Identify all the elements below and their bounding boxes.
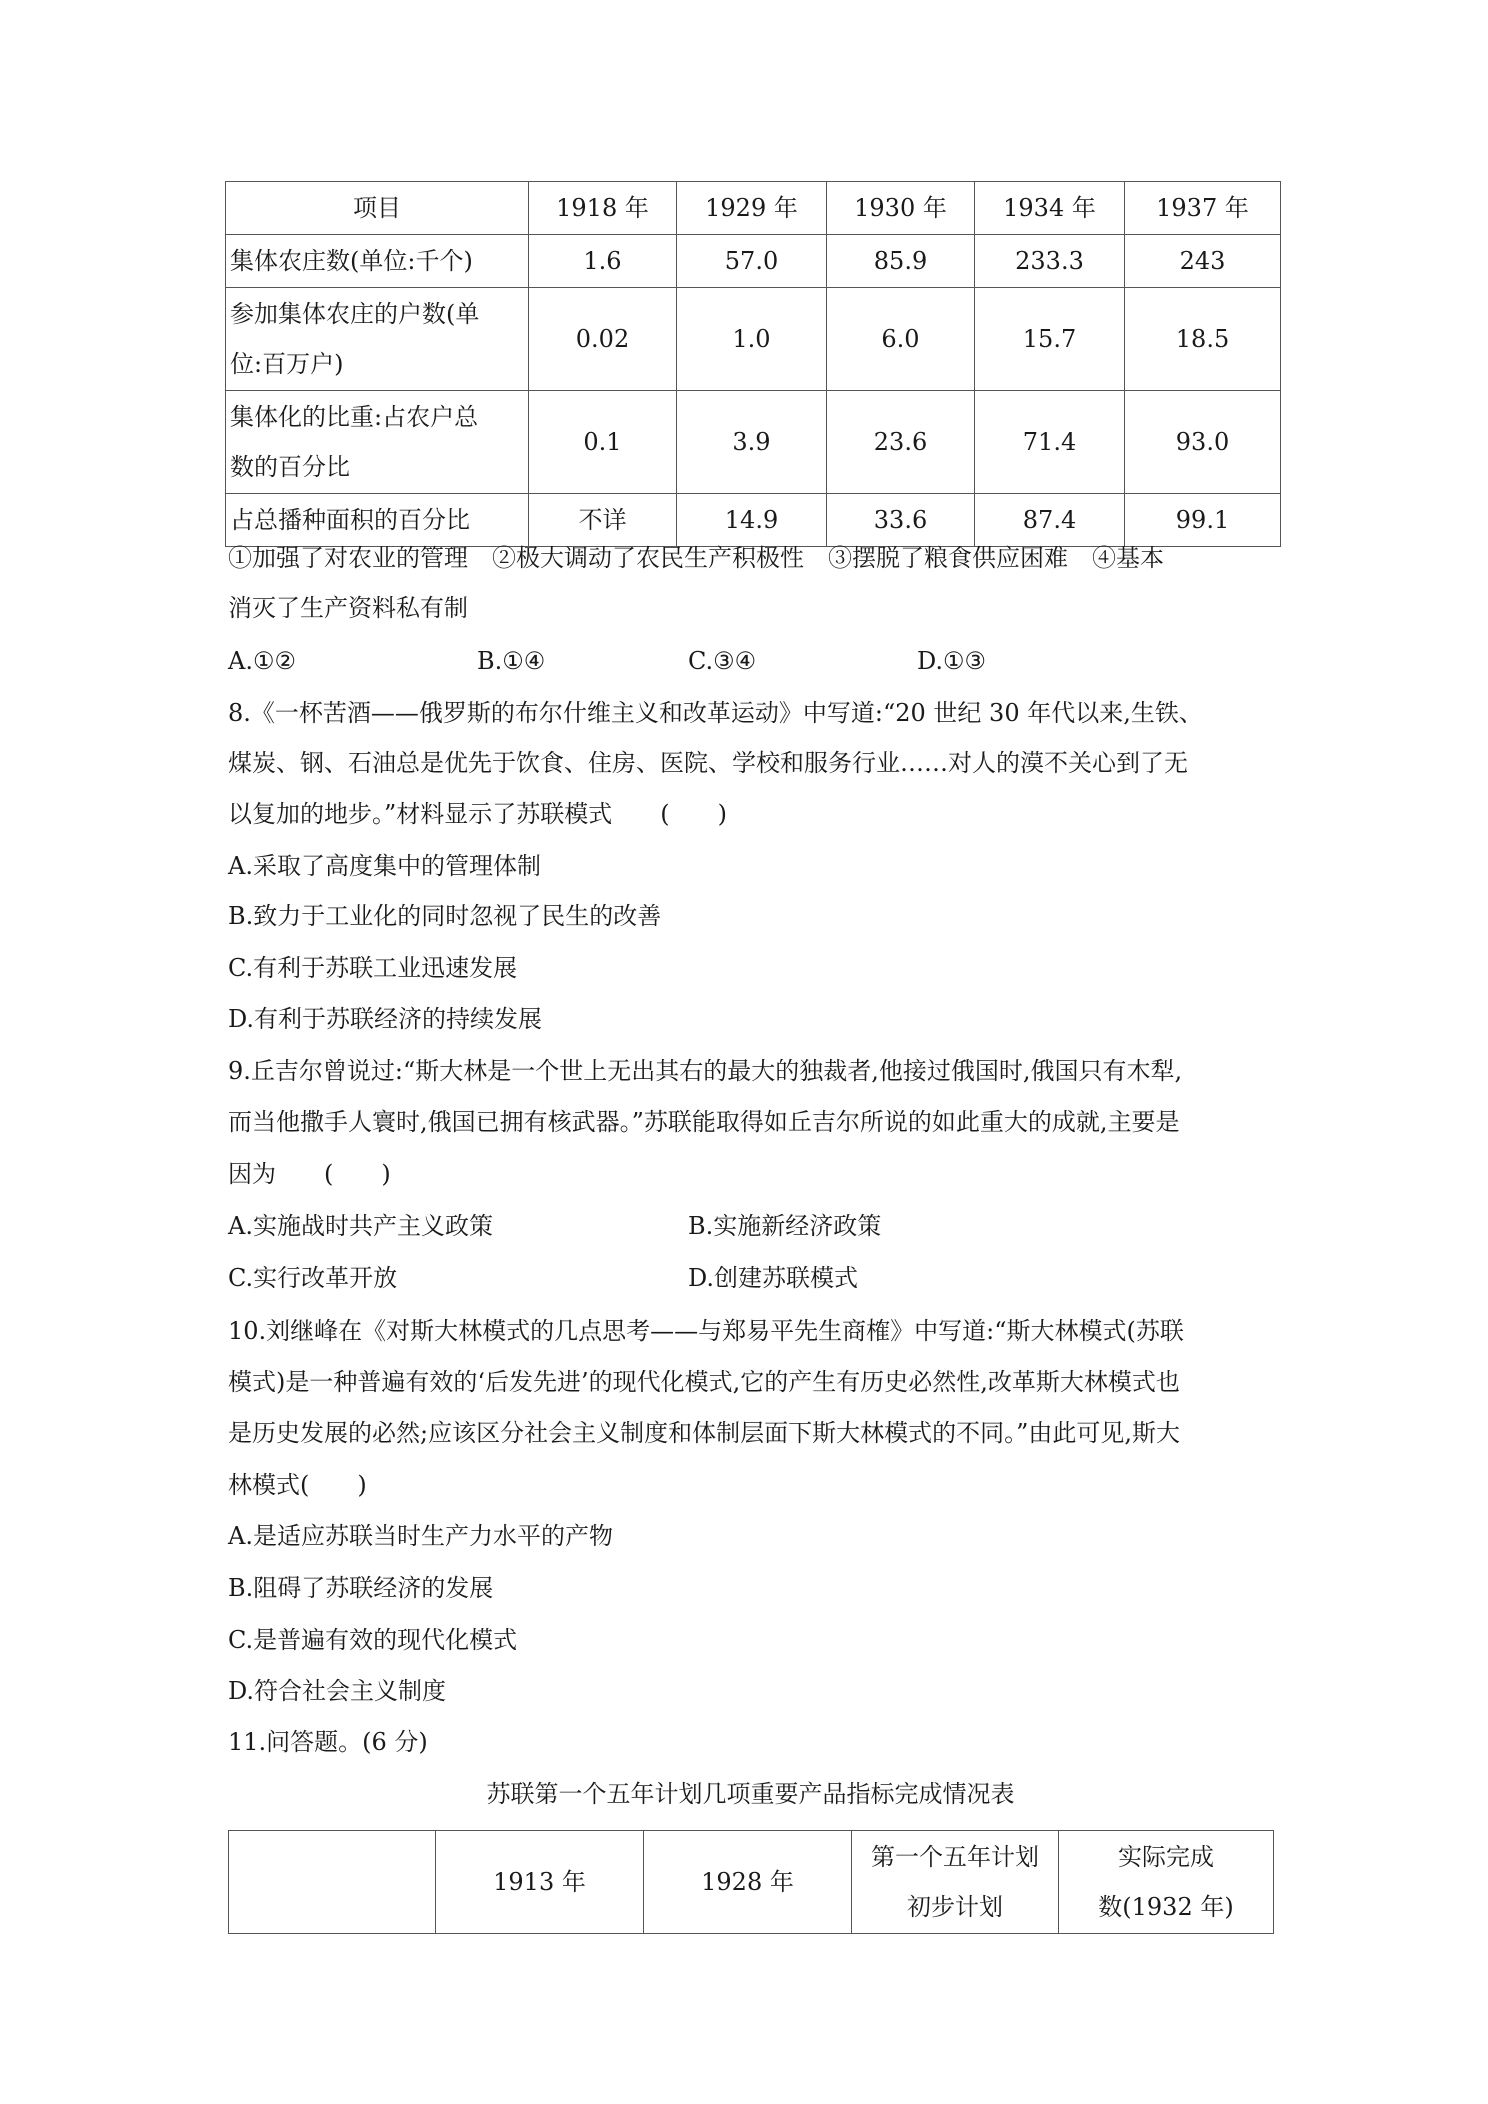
header-cell [852, 1831, 1059, 1934]
q11-table-title: 苏联第一个五年计划几项重要产品指标完成情况表 [486, 1780, 1015, 1808]
table-row [226, 288, 1281, 391]
q10-stem-line: 模式)是一种普遍有效的‘后发先进’的现代化模式,它的产生有历史必然性,改革斯大林模式也 [228, 1368, 1180, 1396]
header-cell: 1929 年 [677, 182, 827, 235]
table-row [226, 494, 1281, 547]
collective-farm-table [225, 181, 1281, 547]
table-cell: 243 [1125, 235, 1281, 288]
table-cell: 1.0 [677, 288, 827, 391]
table-cell: 71.4 [975, 391, 1125, 494]
header-cell [1059, 1831, 1274, 1934]
q7-statements-line: ①加强了对农业的管理 ②极大调动了农民生产积极性 ③摆脱了粮食供应困难 ④基本 [228, 544, 1164, 572]
row-label-line: 参加集体农庄的户数(单 [230, 300, 480, 328]
q10-option-a: A.是适应苏联当时生产力水平的产物 [228, 1522, 613, 1550]
q7-option-b: B.①④ [477, 647, 546, 675]
table-cell: 0.1 [529, 391, 677, 494]
q7-option-a: A.①② [228, 647, 296, 675]
header-cell-line: 数(1932 年) [1098, 1893, 1234, 1921]
header-cell-line: 初步计划 [907, 1893, 1003, 1921]
five-year-plan-table [228, 1830, 1274, 1934]
q7-option-d: D.①③ [917, 647, 987, 675]
table-cell: 57.0 [677, 235, 827, 288]
row-label [226, 391, 529, 494]
row-label [226, 288, 529, 391]
table-cell: 3.9 [677, 391, 827, 494]
q9-option-d: D.创建苏联模式 [688, 1264, 859, 1292]
q10-stem-line: 10.刘继峰在《对斯大林模式的几点思考——与郑易平先生商榷》中写道:“斯大林模式(苏联 [228, 1317, 1184, 1345]
q9-stem-line: 9.丘吉尔曾说过:“斯大林是一个世上无出其右的最大的独裁者,他接过俄国时,俄国只有木犁, [228, 1057, 1183, 1085]
q8-stem-line: 8.《一杯苦酒——俄罗斯的布尔什维主义和改革运动》中写道:“20 世纪 30 年代以来,生铁、 [228, 699, 1203, 727]
table-cell: 23.6 [827, 391, 975, 494]
table-cell: 33.6 [827, 494, 975, 547]
table-cell: 6.0 [827, 288, 975, 391]
q9-option-a: A.实施战时共产主义政策 [228, 1212, 493, 1240]
table-cell: 14.9 [677, 494, 827, 547]
q10-option-b: B.阻碍了苏联经济的发展 [228, 1574, 494, 1602]
q10-option-d: D.符合社会主义制度 [228, 1677, 447, 1705]
header-cell: 1918 年 [529, 182, 677, 235]
row-label-line: 数的百分比 [230, 453, 350, 481]
table-cell: 99.1 [1125, 494, 1281, 547]
q8-option-a: A.采取了高度集中的管理体制 [228, 852, 541, 880]
q8-option-c: C.有利于苏联工业迅速发展 [228, 954, 518, 982]
row-label: 占总播种面积的百分比 [226, 494, 529, 547]
header-cell: 1934 年 [975, 182, 1125, 235]
table-header-row [229, 1831, 1274, 1934]
q8-stem-line: 以复加的地步。”材料显示了苏联模式 ( ) [228, 800, 727, 828]
table-row [226, 391, 1281, 494]
q10-stem-line: 是历史发展的必然;应该区分社会主义制度和体制层面下斯大林模式的不同。”由此可见,斯大 [228, 1419, 1180, 1447]
table-cell: 不详 [529, 494, 677, 547]
q8-option-d: D.有利于苏联经济的持续发展 [228, 1005, 543, 1033]
q11-title: 11.问答题。(6 分) [228, 1728, 428, 1756]
table-cell: 93.0 [1125, 391, 1281, 494]
q9-option-b: B.实施新经济政策 [688, 1212, 882, 1240]
header-cell-line: 第一个五年计划 [871, 1843, 1039, 1871]
table-cell: 233.3 [975, 235, 1125, 288]
q10-stem-line: 林模式( ) [228, 1471, 367, 1499]
q7-statements-line: 消灭了生产资料私有制 [228, 594, 468, 622]
table-cell: 85.9 [827, 235, 975, 288]
q7-option-c: C.③④ [688, 647, 757, 675]
header-cell [229, 1831, 436, 1934]
q8-option-b: B.致力于工业化的同时忽视了民生的改善 [228, 902, 662, 930]
header-cell: 1937 年 [1125, 182, 1281, 235]
header-cell: 1930 年 [827, 182, 975, 235]
row-label-line: 位:百万户) [230, 350, 344, 378]
header-cell-line: 实际完成 [1118, 1843, 1214, 1871]
table-cell: 0.02 [529, 288, 677, 391]
q9-stem-line: 而当他撒手人寰时,俄国已拥有核武器。”苏联能取得如丘吉尔所说的如此重大的成就,主要是 [228, 1108, 1180, 1136]
table-header-row [226, 182, 1281, 235]
header-cell: 1913 年 [436, 1831, 644, 1934]
table-cell: 18.5 [1125, 288, 1281, 391]
q9-option-c: C.实行改革开放 [228, 1264, 398, 1292]
q8-stem-line: 煤炭、钢、石油总是优先于饮食、住房、医院、学校和服务行业……对人的漠不关心到了无 [228, 749, 1188, 777]
row-label-line: 集体化的比重:占农户总 [230, 403, 479, 431]
table-cell: 87.4 [975, 494, 1125, 547]
table-row [226, 235, 1281, 288]
row-label: 集体农庄数(单位:千个) [226, 235, 529, 288]
table-cell: 1.6 [529, 235, 677, 288]
header-cell: 项目 [226, 182, 529, 235]
q10-option-c: C.是普遍有效的现代化模式 [228, 1626, 518, 1654]
q9-stem-line: 因为 ( ) [228, 1160, 391, 1188]
header-cell: 1928 年 [644, 1831, 852, 1934]
table-cell: 15.7 [975, 288, 1125, 391]
